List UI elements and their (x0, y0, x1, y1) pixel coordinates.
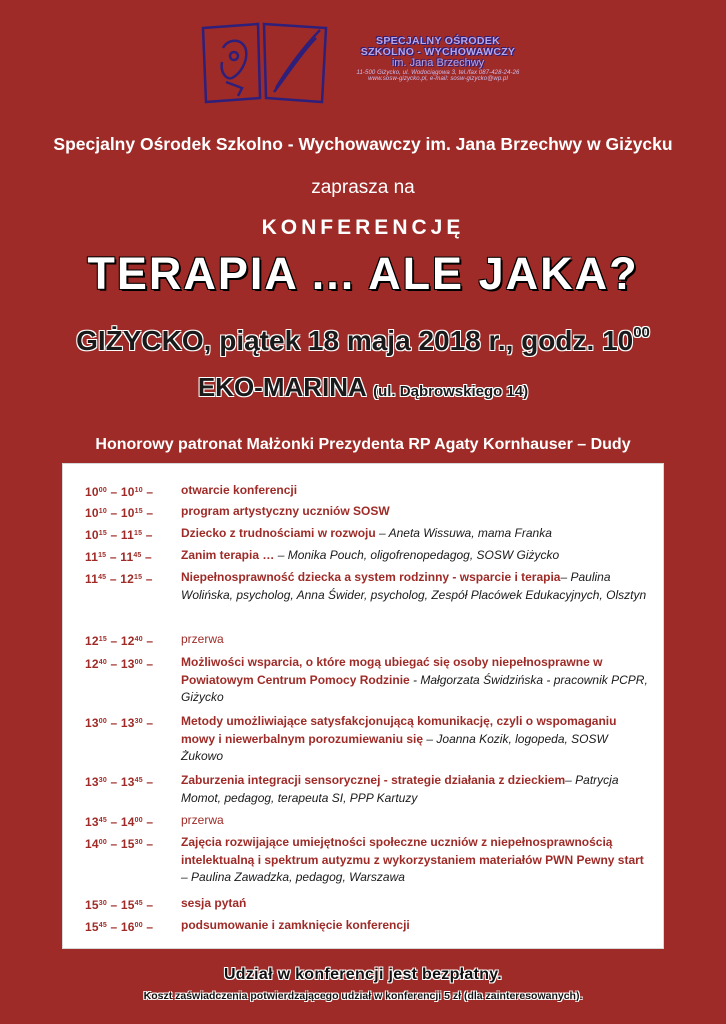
time-start-hour: 12 (85, 634, 99, 648)
logo-text-block (338, 36, 538, 82)
time-separator: – (106, 572, 121, 586)
venue-line (0, 372, 726, 403)
venue-name: EKO-MARINA (197, 372, 366, 402)
program-title: sesja pytań (181, 896, 247, 910)
time-start-minutes: 30 (98, 900, 107, 907)
time-end-minutes: 15 (134, 508, 143, 515)
program-title: Niepełnosprawność dziecka a system rodzinny - wsparcie i terapia (181, 570, 561, 584)
time-start-hour: 13 (85, 775, 99, 789)
time-start-hour: 11 (85, 572, 99, 586)
invite-text: zaprasza na (311, 177, 415, 198)
time-start-minutes: 00 (98, 718, 107, 725)
time-start-minutes: 40 (98, 659, 107, 666)
time-end-minutes: 45 (134, 900, 143, 907)
time-end-hour: 14 (120, 815, 135, 829)
program-title: Możliwości wsparcia, o które mogą ubiegać się osoby niepełnosprawne w Powiatowym Centrum Pomocy Rodzinie (181, 655, 603, 687)
logo-address: 11-500 Giżycko, ul. Wodociągowa 3, tel./fax 087-428-24-26 (356, 69, 520, 76)
program-speaker: – Aneta Wissuwa, mama Franka (375, 526, 552, 540)
time-start-minutes: 45 (98, 922, 107, 929)
program-description (181, 654, 651, 707)
time-dash: – (142, 898, 154, 912)
logo-line-3: im. Jana Brzechwy (391, 57, 485, 70)
time-end-hour: 16 (120, 920, 135, 934)
program-time (85, 569, 180, 589)
program-time (85, 482, 180, 502)
time-separator: – (106, 506, 121, 520)
time-end-minutes: 10 (134, 487, 143, 494)
date-main: GIŻYCKO, piątek 18 maja 2018 r., godz. 10 (76, 325, 634, 356)
program-time (85, 895, 180, 915)
time-separator: – (106, 716, 121, 730)
program-description (181, 482, 651, 500)
date-line (0, 324, 726, 357)
program-time (85, 713, 180, 733)
program-speaker: – Joanna Kozik, logopeda, SOSW Żukowo (181, 731, 608, 763)
time-start-minutes: 00 (98, 839, 107, 846)
program-time (85, 631, 180, 651)
time-dash: – (142, 815, 154, 829)
certificate-cost: Koszt zaświadczenia potwierdzającego udział w konferencji 5 zł (dla zainteresowanych). (143, 990, 583, 1002)
time-start-hour: 10 (85, 528, 99, 542)
program-title: Metody umożliwiające satysfakcjonującą komunikację, czyli o wspomaganiu mowy i niewerbalnym porozumiewaniu się (181, 714, 617, 746)
time-end-minutes: 00 (134, 659, 143, 666)
time-separator: – (106, 528, 121, 542)
program-speaker: – Paulina Zawadzka, pedagog, Warszawa (181, 870, 405, 884)
time-end-minutes: 15 (133, 574, 143, 581)
time-start-minutes: 10 (98, 508, 107, 515)
time-start-minutes: 15 (98, 552, 107, 559)
program-time (85, 772, 180, 792)
time-separator: – (106, 634, 121, 648)
program-speaker: - Małgorzata Świdzińska - pracownik PCPR, Giżycko (181, 672, 648, 704)
time-start-hour: 14 (85, 837, 99, 851)
time-end-hour: 11 (120, 550, 134, 564)
time-start-hour: 15 (85, 898, 99, 912)
time-start-minutes: 15 (98, 530, 107, 537)
time-end-minutes: 30 (134, 718, 143, 725)
program-description (181, 917, 651, 935)
logo-line-1: SPECJALNY OŚRODEK (376, 35, 500, 47)
time-dash: – (142, 920, 154, 934)
program-title: przerwa (181, 632, 224, 646)
time-dash: – (142, 506, 154, 520)
program-description (181, 772, 651, 807)
time-start-hour: 10 (85, 506, 99, 520)
time-end-minutes: 00 (134, 922, 143, 929)
time-dash: – (142, 572, 153, 586)
program-description (181, 503, 651, 521)
conference-title: TERAPIA ... ALE JAKA? (87, 248, 639, 299)
time-end-hour: 10 (120, 485, 135, 499)
program-time (85, 525, 180, 545)
time-dash: – (142, 634, 154, 648)
time-end-minutes: 40 (134, 636, 143, 643)
time-end-hour: 13 (120, 716, 135, 730)
time-start-hour: 15 (85, 920, 99, 934)
program-description (181, 812, 651, 830)
program-box (62, 463, 664, 949)
time-start-minutes: 45 (98, 817, 107, 824)
date-minutes: 00 (633, 324, 650, 341)
logo (198, 18, 538, 108)
time-start-hour: 11 (85, 550, 99, 564)
time-start-minutes: 15 (98, 636, 107, 643)
time-dash: – (142, 528, 153, 542)
time-dash: – (142, 775, 154, 789)
program-speaker: – Monika Pouch, oligofrenopedagog, SOSW Giżycko (274, 548, 560, 562)
time-separator: – (106, 550, 121, 564)
time-start-hour: 10 (85, 485, 99, 499)
time-end-minutes: 00 (134, 817, 143, 824)
program-description (181, 569, 651, 604)
program-speaker: – Paulina Wolińska, psycholog, Anna Świder, psycholog, Zespół Placówek Edukacyjnych, Olsztyn (181, 570, 647, 602)
program-speaker: – Patrycja Momot, pedagog, terapeuta SI, PPP Kartuzy (181, 773, 619, 805)
program-description (181, 834, 651, 887)
time-start-minutes: 00 (98, 487, 107, 494)
time-dash: – (142, 837, 154, 851)
program-title: Dziecko z trudnościami w rozwoju (181, 526, 376, 540)
time-start-minutes: 45 (98, 574, 107, 581)
program-title: przerwa (181, 813, 224, 827)
time-end-hour: 11 (120, 528, 134, 542)
free-admission: Udział w konferencji jest bezpłatny. (223, 966, 503, 983)
time-dash: – (141, 550, 152, 564)
time-end-minutes: 45 (134, 777, 143, 784)
time-start-minutes: 30 (98, 777, 107, 784)
time-end-hour: 12 (120, 634, 135, 648)
program-time (85, 812, 180, 832)
program-title: program artystyczny uczniów SOSW (181, 504, 390, 518)
patronage: Honorowy patronat Małżonki Prezydenta RP Agaty Kornhauser – Dudy (95, 436, 631, 453)
time-end-minutes: 30 (134, 839, 143, 846)
time-separator: – (106, 898, 121, 912)
time-separator: – (106, 657, 121, 671)
time-end-hour: 13 (120, 657, 135, 671)
program-description (181, 525, 651, 543)
program-description (181, 631, 651, 649)
time-start-hour: 13 (85, 815, 99, 829)
time-separator: – (106, 815, 121, 829)
program-description (181, 713, 651, 766)
time-dash: – (142, 485, 154, 499)
program-description (181, 547, 651, 565)
organizer: Specjalny Ośrodek Szkolno - Wychowawczy im. Jana Brzechwy w Giżycku (53, 134, 673, 154)
time-dash: – (142, 716, 154, 730)
time-end-hour: 15 (120, 898, 135, 912)
book-quill-logo-icon (198, 18, 333, 108)
logo-line-2: SZKOLNO - WYCHOWAWCZY (360, 46, 516, 59)
program-time (85, 917, 180, 937)
time-separator: – (106, 485, 121, 499)
time-end-minutes: 45 (133, 552, 142, 559)
venue-address: (ul. Dąbrowskiego 14) (373, 383, 529, 400)
program-time (85, 834, 180, 854)
time-separator: – (106, 775, 121, 789)
program-time (85, 547, 180, 567)
program-title: podsumowanie i zamknięcie konferencji (181, 918, 410, 932)
time-end-hour: 10 (120, 506, 135, 520)
logo-contact: www.sosw-gizycko.pl, e-mail: sosw-gizycko@wp.pl (368, 75, 508, 82)
program-time (85, 654, 180, 674)
time-separator: – (106, 920, 121, 934)
time-separator: – (106, 837, 121, 851)
time-end-hour: 13 (120, 775, 135, 789)
time-dash: – (142, 657, 154, 671)
program-description (181, 895, 651, 913)
time-start-hour: 13 (85, 716, 99, 730)
time-start-hour: 12 (85, 657, 99, 671)
conference-label: KONFERENCJĘ (261, 216, 465, 239)
program-title: Zajęcia rozwijające umiejętności społeczne uczniów z niepełnosprawnością intelektualną i spektrum autyzmu z wykorzystaniem materiałów PWN Pewny start (181, 835, 644, 867)
time-end-minutes: 15 (133, 530, 143, 537)
program-title: otwarcie konferencji (181, 483, 298, 497)
program-title: Zaburzenia integracji sensorycznej - strategie działania z dzieckiem (181, 773, 566, 787)
time-end-hour: 12 (120, 572, 134, 586)
program-title: Zanim terapia … (181, 548, 275, 562)
program-time (85, 503, 180, 523)
time-end-hour: 15 (120, 837, 135, 851)
